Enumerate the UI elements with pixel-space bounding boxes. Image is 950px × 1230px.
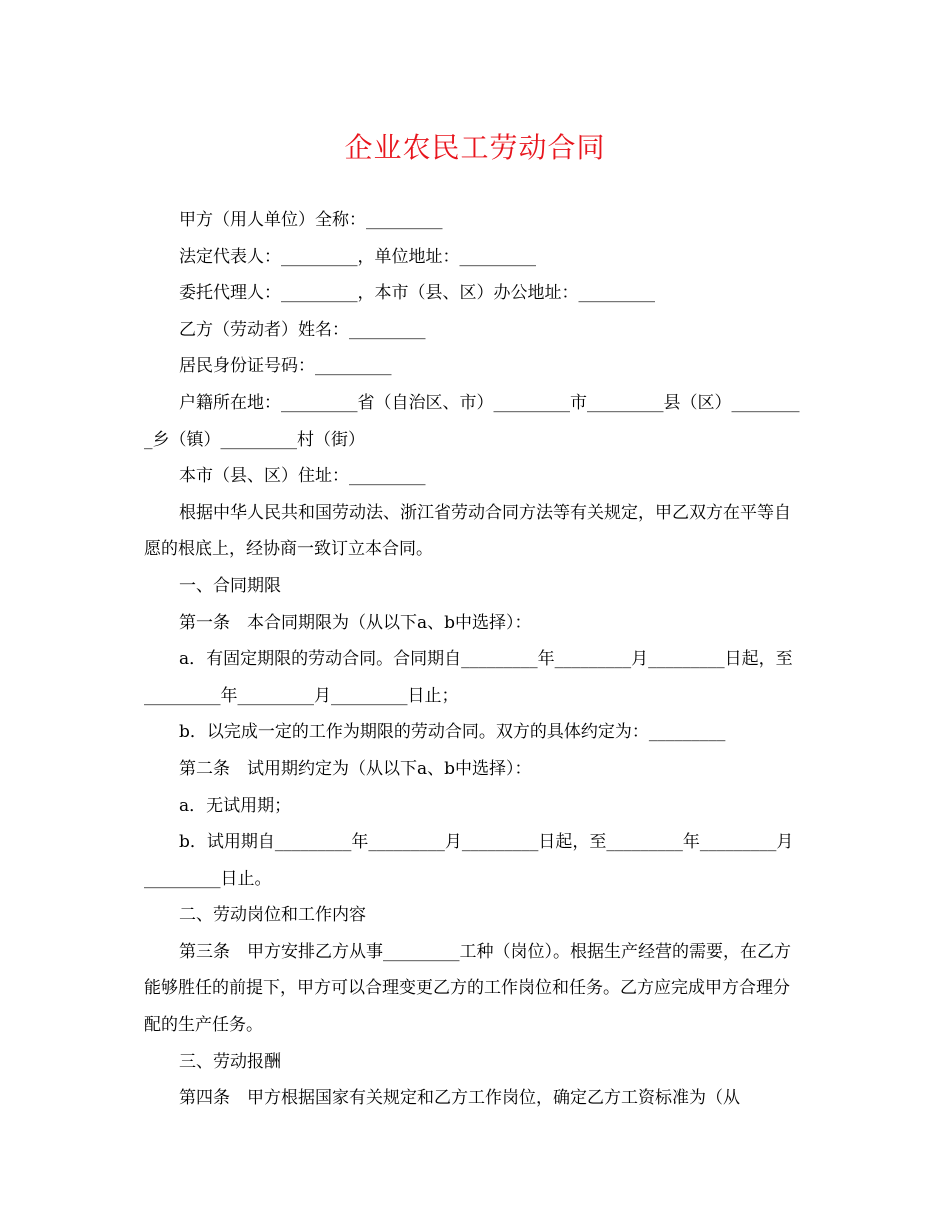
document-title: 企业农民工劳动合同 (344, 131, 606, 164)
preamble-paragraph: 根据中华人民共和国劳动法、浙江省劳动合同方法等有关规定，甲乙双方在平等自愿的根底上，经协商一致订立本合同。 (144, 502, 791, 560)
household-registration-line: 户籍所在地：_________省（自治区、市）_________市_________县（区）_________乡（镇）_________村（街） (144, 392, 800, 450)
article-2: 第二条 试用期约定为（从以下a、b中选择）： (179, 758, 532, 779)
article-1: 第一条 本合同期限为（从以下a、b中选择）： (179, 612, 532, 633)
party-a-name-line: 甲方（用人单位）全称：_________ (179, 210, 443, 230)
legal-representative-line: 法定代表人：_________，单位地址：_________ (179, 246, 536, 267)
id-number-line: 居民身份证号码：_________ (179, 356, 392, 377)
section-heading-term: 一、合同期限 (179, 575, 281, 596)
contract-body (144, 202, 800, 1117)
party-b-name-line: 乙方（劳动者）姓名：_________ (179, 319, 426, 340)
section-heading-pay: 三、劳动报酬 (179, 1051, 281, 1072)
local-address-line: 本市（县、区）住址：_________ (179, 466, 426, 487)
article-3: 第三条 甲方安排乙方从事_________工种（岗位）。根据生产经营的需要，在乙方能够胜任的前提下，甲方可以合理变更乙方的工作岗位和任务。乙方应完成甲方合理分配的生产任务。 (144, 941, 791, 1036)
article-1-option-a: a．有固定期限的劳动合同。合同期自_________年_________月_________日起，至_________年_________月_________日止； (144, 649, 793, 706)
article-1-option-b: b．以完成一定的工作为期限的劳动合同。双方的具体约定为：_________ (179, 722, 726, 743)
authorized-agent-line: 委托代理人：_________，本市（县、区）办公地址：_________ (179, 283, 655, 304)
article-4: 第四条 甲方根据国家有关规定和乙方工作岗位，确定乙方工资标准为（从 (179, 1088, 740, 1109)
article-2-option-a: a．无试用期； (179, 795, 292, 816)
section-heading-job: 二、劳动岗位和工作内容 (179, 905, 366, 926)
article-2-option-b: b．试用期自_________年_________月_________日起，至_________年_________月_________日止。 (144, 832, 794, 889)
